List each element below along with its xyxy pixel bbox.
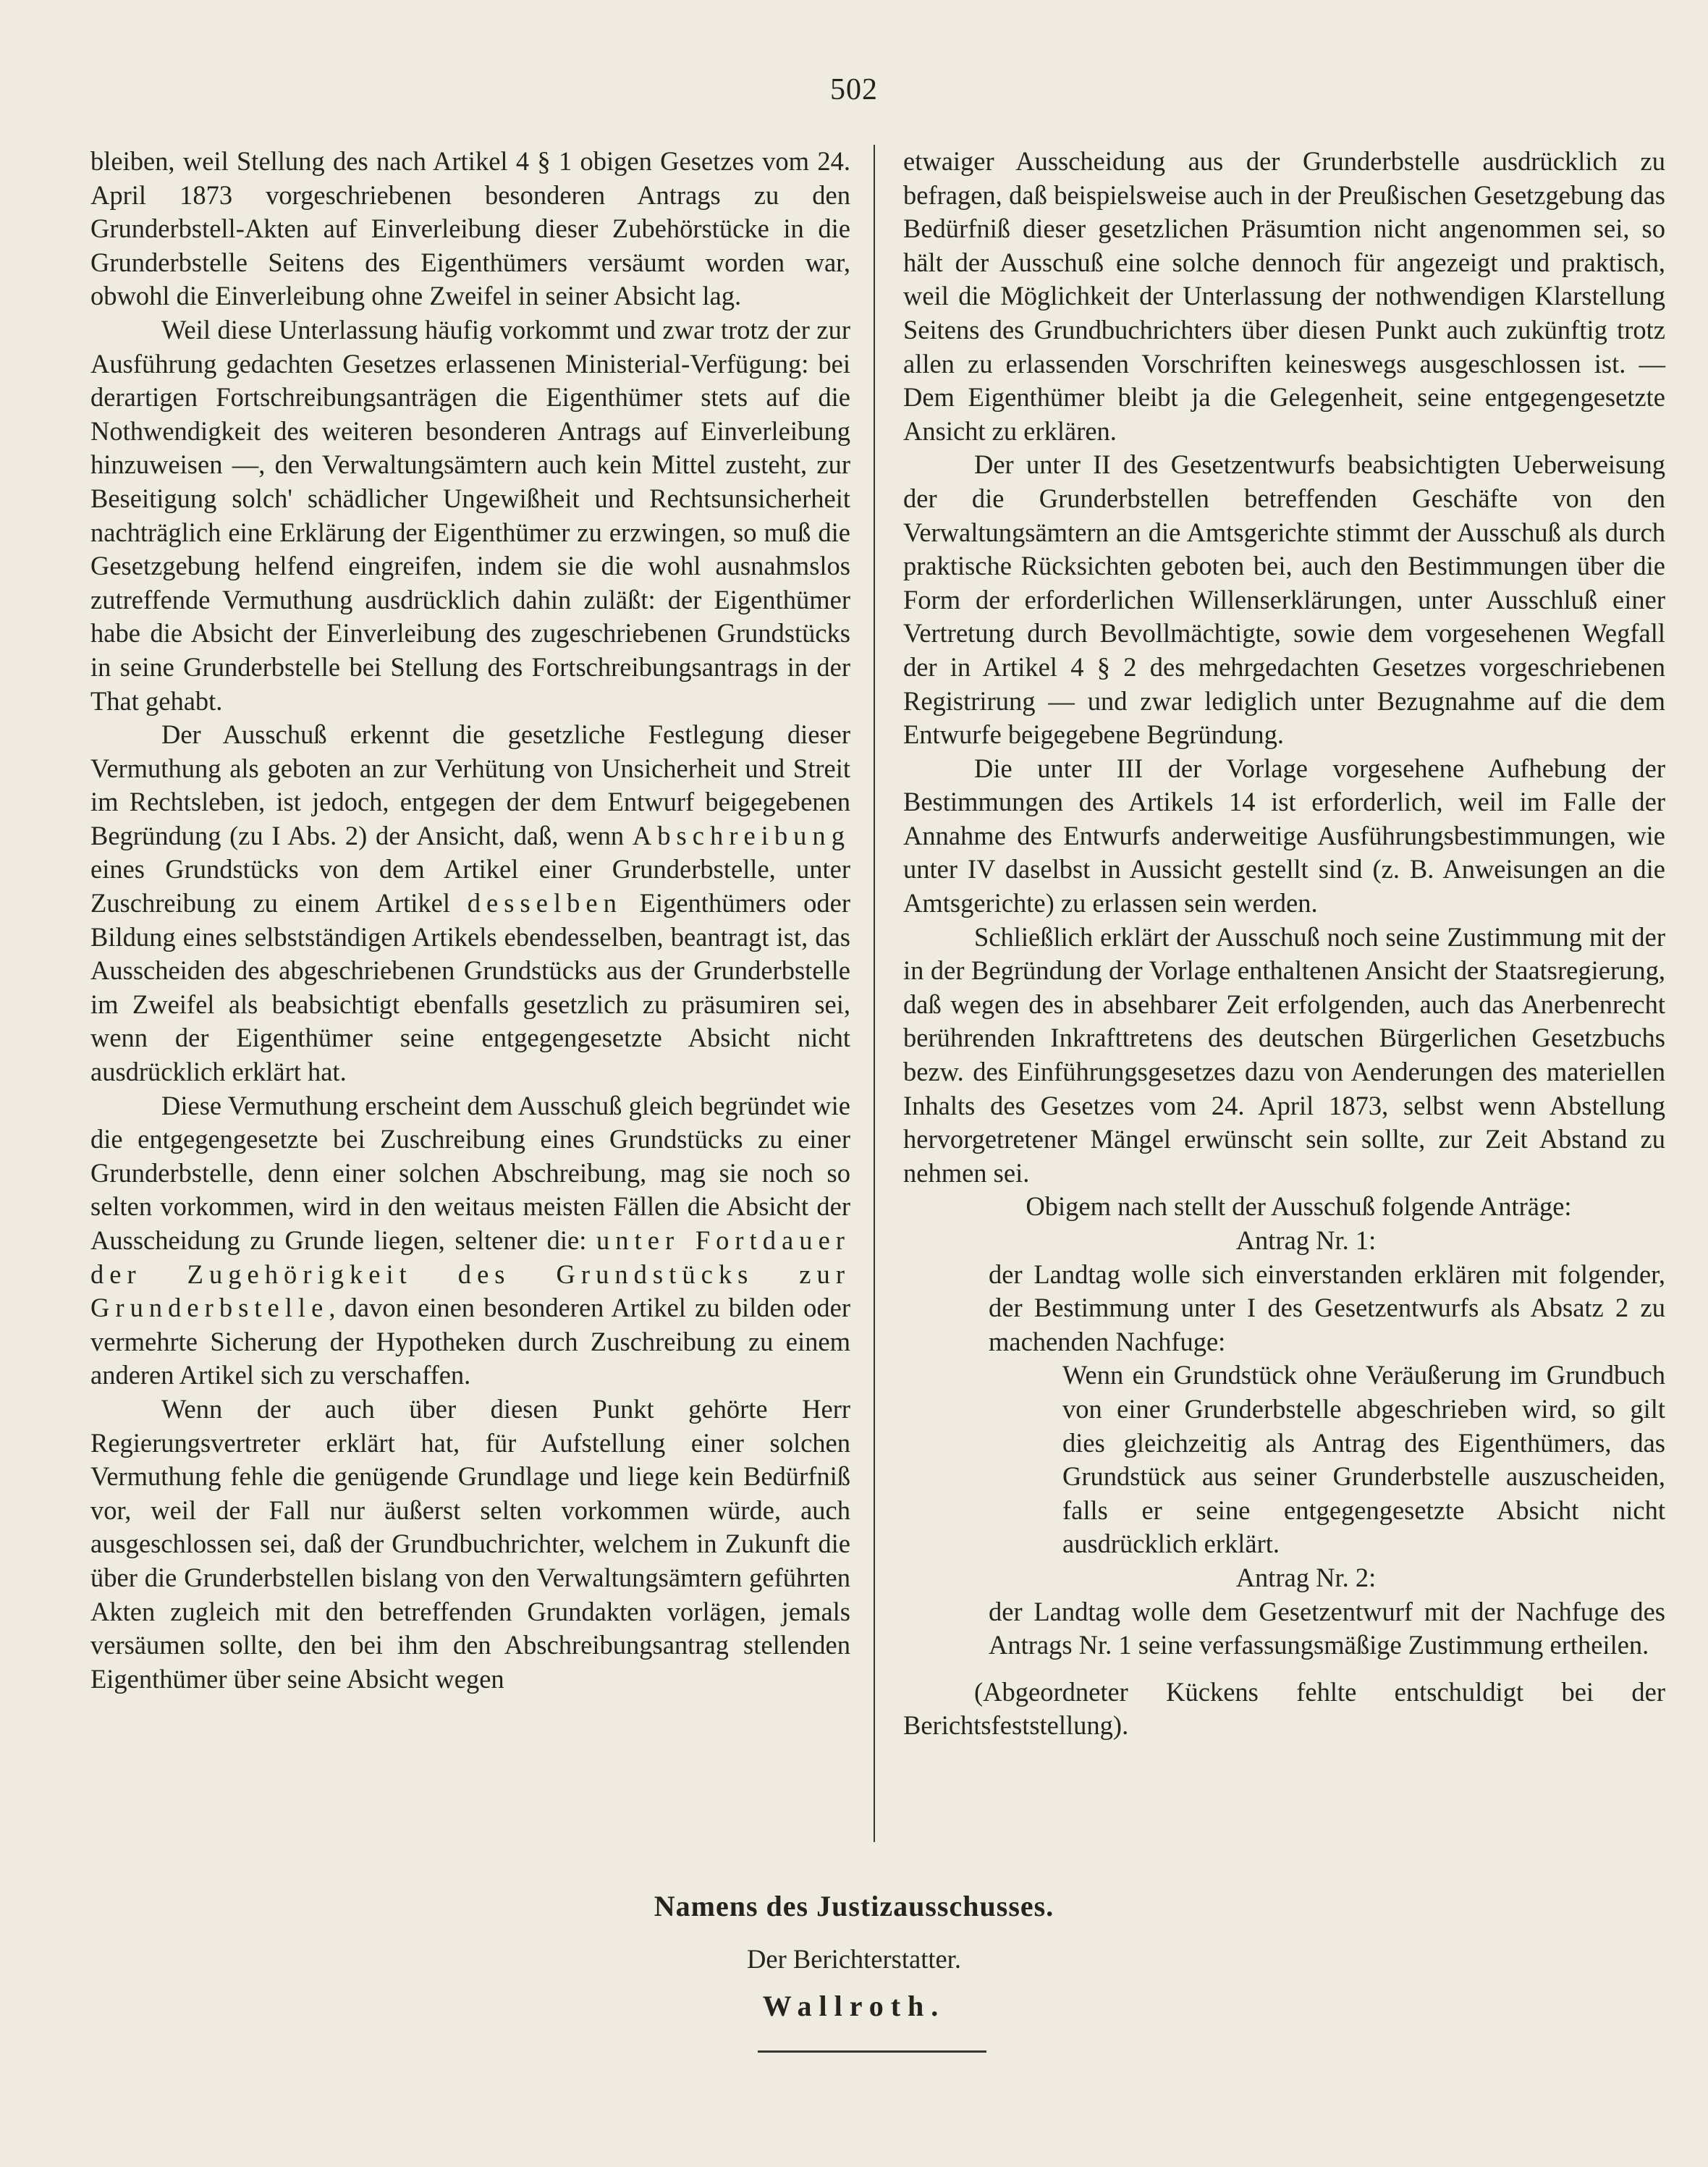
- left-paragraph-3: [90, 718, 850, 1089]
- motion-2-text: der Landtag wolle dem Gesetzentwurf mit der Nachfuge des Antrags Nr. 1 seine verfassungsmäßige Zustimmung ertheilen.: [989, 1596, 1665, 1660]
- p3-emphasis-abschreibung: Abschreibung: [632, 820, 850, 850]
- right-paragraph-2: Der unter II des Gesetzentwurfs beabsichtigten Ueberweisung der die Grunderbstellen betreffenden Geschäfte von den Verwaltungsämtern an die Amtsgerichte stimmt der Ausschuß als durch praktische Rücksichten geboten bei, auch den Bestimmungen über die Form der erforderlichen Willenserklärungen, unter Ausschluß einer Vertretung durch Bevollmächtigte, sowie dem vorgesehenen Wegfall der in Artikel 4 § 2 des mehrgedachten Gesetzes vorgeschriebenen Registrirung — und zwar lediglich unter Bezugnahme auf die dem Entwurfe beigegebene Begründung.: [903, 449, 1665, 750]
- p3-text-b: eines Grundstücks von dem Artikel einer Grunderbstelle, unter Zuschreibung zu einem Artikel: [90, 854, 850, 918]
- motions-intro: Obigem nach stellt der Ausschuß folgende Anträge:: [1026, 1191, 1572, 1222]
- p3-text-a: Der Ausschuß erkennt die gesetzliche Festlegung dieser Vermuthung als geboten an zur Verhütung von Unsicherheit und Streit im Rechtsleben, ist jedoch, entgegen der dem Entwurf beigegebenen Begründung (zu I Abs. 2) der Ansicht, daß, wenn: [90, 719, 850, 850]
- left-paragraph-5: Wenn der auch über diesen Punkt gehörte Herr Regierungsvertreter erklärt hat, für Aufstellung einer solchen Vermuthung fehle die genügende Grundlage und liege kein Bedürfniß vor, weil der Fall nur äußerst selten vorkommen würde, auch ausgeschlossen sei, daß der Grundbuchrichter, welchem in Zukunft die über die Grunderbstellen bislang von den Verwaltungsämtern geführten Akten zugleich mit den betreffenden Grundakten vorlägen, jemals versäumen sollte, den bei ihm den Abschreibungsantrag stellenden Eigenthümer über seine Absicht wegen: [90, 1393, 850, 1694]
- right-paragraph-1: etwaiger Ausscheidung aus der Grunderbstelle ausdrücklich zu befragen, daß beispielsweise auch in der Preußischen Gesetzgebung das Bedürfniß dieser gesetzlichen Präsumtion nicht angenommen sei, so hält der Ausschuß eine solche dennoch für angezeigt und praktisch, weil die Möglichkeit der Unterlassung der nothwendigen Klarstellung Seitens des Grundbuchrichters über diesen Punkt auch zukünftig trotz allen zu erlassenden Vorschriften keineswegs ausgeschlossen ist. — Dem Eigenthümer bleibt ja die Gelegenheit, seine entgegengesetzte Ansicht zu erklären.: [903, 146, 1665, 446]
- p4-text-b: , davon einen besonderen Artikel zu bilden oder vermehrte Sicherung der Hypotheken durch Zuschreibung zu einem anderen Artikel sich zu verschaffen.: [90, 1293, 850, 1390]
- note: (Abgeordneter Kückens fehlte entschuldigt bei der Berichtsfeststellung).: [903, 1676, 1665, 1741]
- page-number: 502: [830, 73, 878, 106]
- left-column: [90, 145, 850, 1696]
- p4-emphasis: unter Fortdauer der Zugehörigkeit des Grundstücks zur Grunderbstelle: [90, 1225, 850, 1323]
- right-column: [903, 145, 1665, 1743]
- committee-signoff: Namens des Justizausschusses.: [654, 1890, 1054, 1922]
- motion-1-text: der Landtag wolle sich einverstanden erklären mit folgender, der Bestimmung unter I des Gesetzentwurfs als Absatz 2 zu machenden Nachfuge:: [989, 1259, 1665, 1356]
- p4-text-a: Diese Vermuthung erscheint dem Ausschuß gleich begründet wie die entgegengesetzte bei Zuschreibung eines Grundstücks zu einer Grunderbstelle, denn einer solchen Abschreibung, mag sie noch so selten vorkommen, wird in den weitaus meisten Fällen die Absicht der Ausscheidung zu Grunde liegen, seltener die:: [90, 1090, 850, 1255]
- left-paragraph-2: Weil diese Unterlassung häufig vorkommt und zwar trotz der zur Ausführung gedachten Gesetzes erlassenen Ministerial-Verfügung: bei derartigen Fortschreibungsanträgen die Eigenthümer stets auf die Nothwendigkeit des weiteren besonderen Antrags auf Einverleibung hinzuweisen —, den Verwaltungsämtern auch kein Mittel zusteht, zur Beseitigung solch' schädlicher Ungewißheit und Rechtsunsicherheit nachträglich eine Erklärung der Eigenthümer zu erzwingen, so muß die Gesetzgebung helfend eingreifen, indem sie die wohl ausnahmslos zutreffende Vermuthung ausdrücklich dahin zuläßt: der Eigenthümer habe die Absicht der Einverleibung des zugeschriebenen Grundstücks in seine Grunderbstelle bei Stellung des Fortschreibungsantrags in der That gehabt.: [90, 314, 850, 716]
- left-paragraph-4: [90, 1089, 850, 1393]
- p3-emphasis-desselben: desselben: [467, 888, 622, 918]
- closing-rule: [758, 2050, 986, 2053]
- motion-1-heading: Antrag Nr. 1:: [1235, 1225, 1377, 1255]
- motion-2-heading: Antrag Nr. 2:: [1235, 1562, 1377, 1592]
- right-paragraph-4: Schließlich erklärt der Ausschuß noch seine Zustimmung mit der in der Begründung der Vorlage enthaltenen Ansicht der Staatsregierung, daß wegen des in absehbarer Zeit erfolgenden, auch das Anerbenrecht berührenden Inkrafttretens des deutschen Bürgerlichen Gesetzbuchs bezw. des Einführungsgesetzes dazu von Aenderungen des materiellen Inhalts des Gesetzes vom 24. April 1873, selbst wenn Abstellung hervorgetretener Mängel erwünscht sein sollte, zur Zeit Abstand zu nehmen sei.: [903, 921, 1665, 1188]
- motion-1-quote: Wenn ein Grundstück ohne Veräußerung im Grundbuch von einer Grunderbstelle abgeschrieben wird, so gilt dies gleichzeitig als Antrag des Eigenthümers, das Grundstück aus seiner Grunderbstelle auszuscheiden, falls er seine entgegengesetzte Absicht nicht ausdrücklich erklärt.: [1062, 1360, 1665, 1559]
- right-paragraph-3: Die unter III der Vorlage vorgesehene Aufhebung der Bestimmungen des Artikels 14 ist erforderlich, weil im Falle der Annahme des Entwurfs anderweitige Ausführungsbestimmungen, wie unter IV daselbst in Aussicht gestellt sind (z. B. Anweisungen an die Amtsgerichte) zu erlassen sein werden.: [903, 753, 1665, 918]
- column-divider: [874, 145, 875, 1842]
- left-paragraph-1: bleiben, weil Stellung des nach Artikel 4 § 1 obigen Gesetzes vom 24. April 1873 vorgeschriebenen besonderen Antrags zu den Grunderbstell-Akten auf Einverleibung dieser Zubehörstücke in die Grunderbstelle Seitens des Eigenthümers versäumt worden war, obwohl die Einverleibung ohne Zweifel in seiner Absicht lag.: [90, 146, 850, 311]
- p3-text-c: Eigenthümers oder Bildung eines selbstständigen Artikels ebendesselben, beantragt ist, das Ausscheiden des abgeschriebenen Grundstücks aus der Grunderbstelle im Zweifel als beabsichtigt ebenfalls gesetzlich zu präsumiren sei, wenn der Eigenthümer seine entgegengesetzte Absicht nicht ausdrücklich erklärt hat.: [90, 888, 851, 1087]
- reporter-name: Wallroth.: [762, 1990, 946, 2022]
- reporter-role: Der Berichterstatter.: [747, 1944, 961, 1974]
